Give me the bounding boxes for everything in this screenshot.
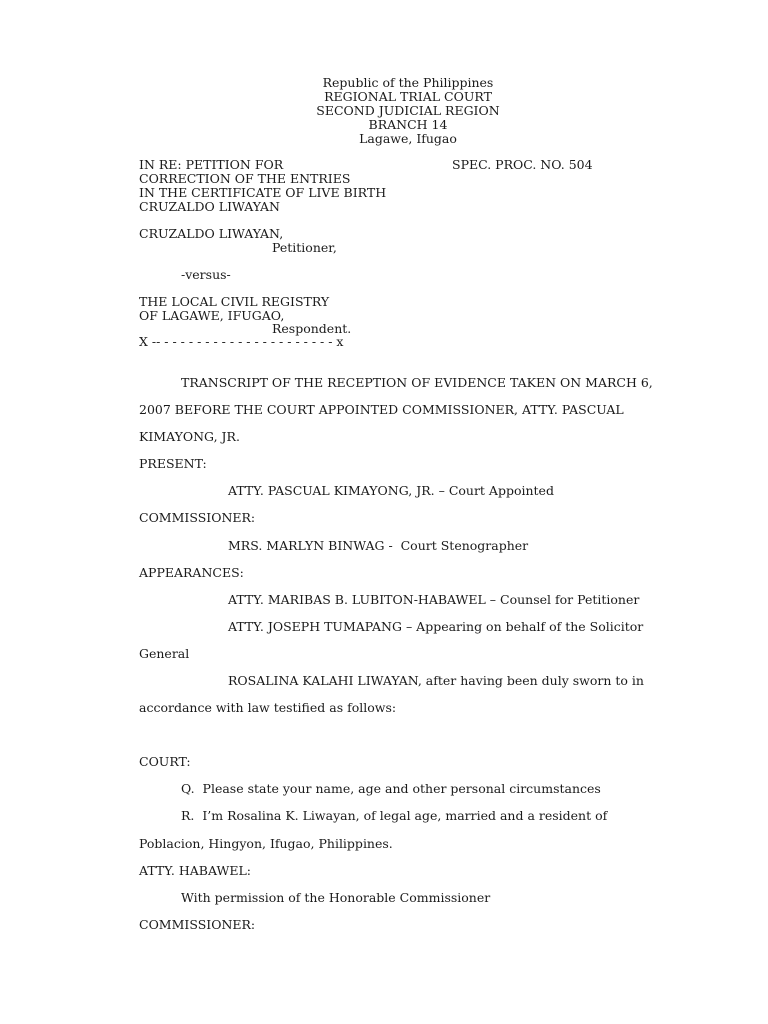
present-commissioner: ATTY. PASCUAL KIMAYONG, JR. – Court Appointed xyxy=(228,483,554,498)
caption-re-line-3: IN THE CERTIFICATE OF LIVE BIRTH xyxy=(139,185,387,200)
caption-re-line-4: CRUZALDO LIWAYAN xyxy=(139,199,280,214)
commissioner-label-2: COMMISSIONER: xyxy=(139,917,256,932)
response-1-cont: Poblacion, Hingyon, Ifugao, Philippines. xyxy=(139,836,393,851)
appearance-counsel: ATTY. MARIBAS B. LUBITON-HABAWEL – Counsel for Petitioner xyxy=(228,592,640,607)
intro-line-2: 2007 BEFORE THE COURT APPOINTED COMMISSIONER, ATTY. PASCUAL xyxy=(139,402,624,417)
respondent-role: Respondent. xyxy=(272,321,352,336)
present-label: PRESENT: xyxy=(139,456,207,471)
habawel-label: ATTY. HABAWEL: xyxy=(139,863,251,878)
caption-separator: X -- - - - - - - - - - - - - - - - - - - - - - x xyxy=(139,334,344,349)
habawel-statement: With permission of the Honorable Commissioner xyxy=(181,890,491,905)
commissioner-label: COMMISSIONER: xyxy=(139,510,256,525)
header-country: Republic of the Philippines xyxy=(322,75,494,90)
witness-line-1: ROSALINA KALAHI LIWAYAN, after having been duly sworn to in xyxy=(228,673,644,688)
header-region: SECOND JUDICIAL REGION xyxy=(316,103,500,118)
court-label: COURT: xyxy=(139,754,191,769)
petitioner-role: Petitioner, xyxy=(272,240,337,255)
appearance-solicitor: ATTY. JOSEPH TUMAPANG – Appearing on behalf of the Solicitor xyxy=(228,619,644,634)
header-branch: BRANCH 14 xyxy=(368,117,448,132)
respondent-line-1: THE LOCAL CIVIL REGISTRY xyxy=(139,294,330,309)
header-location: Lagawe, Ifugao xyxy=(359,131,457,146)
question-1: Q. Please state your name, age and other personal circumstances xyxy=(181,781,601,796)
case-number: SPEC. PROC. NO. 504 xyxy=(452,157,593,172)
present-stenographer: MRS. MARLYN BINWAG - Court Stenographer xyxy=(228,538,529,553)
response-1: R. I’m Rosalina K. Liwayan, of legal age, married and a resident of xyxy=(181,808,608,823)
header-court: REGIONAL TRIAL COURT xyxy=(324,89,492,104)
witness-line-2: accordance with law testified as follows: xyxy=(139,700,397,715)
intro-line-3: KIMAYONG, JR. xyxy=(139,429,240,444)
intro-line-1: TRANSCRIPT OF THE RECEPTION OF EVIDENCE TAKEN ON MARCH 6, xyxy=(181,375,653,390)
caption-re-line-2: CORRECTION OF THE ENTRIES xyxy=(139,171,351,186)
respondent-line-2: OF LAGAWE, IFUGAO, xyxy=(139,308,285,323)
versus: -versus- xyxy=(181,267,231,282)
caption-re-line-1: IN RE: PETITION FOR xyxy=(139,157,284,172)
petitioner-name: CRUZALDO LIWAYAN, xyxy=(139,226,284,241)
appearance-solicitor-cont: General xyxy=(139,646,190,661)
appearances-label: APPEARANCES: xyxy=(139,565,244,580)
